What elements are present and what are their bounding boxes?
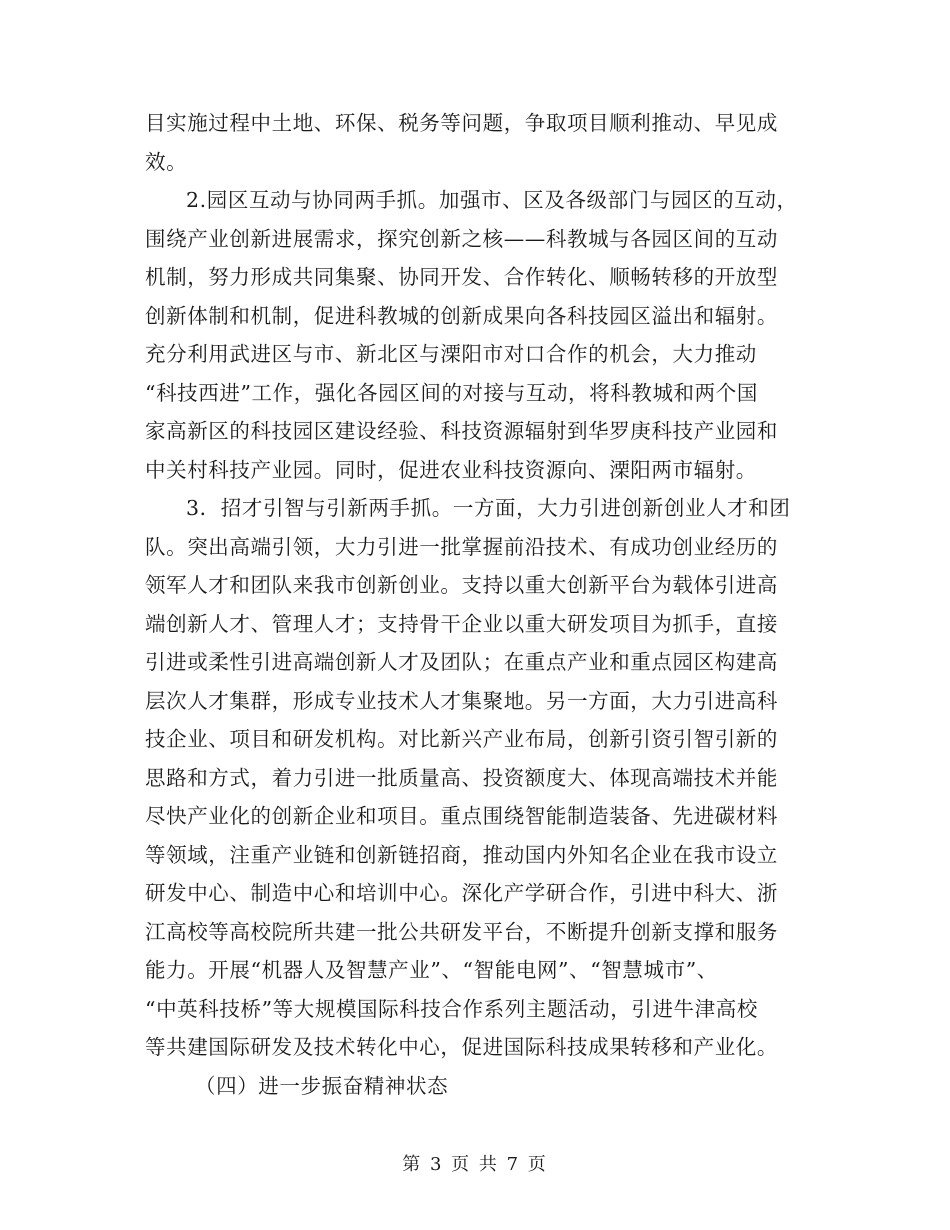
text-line: 等共建国际研发及技术转化中心，促进国际科技成果转移和产业化。 xyxy=(145,1035,778,1059)
section-heading: （四）进一步振奋精神状态 xyxy=(195,1073,449,1098)
text-line: 领军人才和团队来我市创新创业。支持以重大创新平台为载体引进高 xyxy=(145,573,778,597)
text-line: 端创新人才、管理人才；支持骨干企业以重大研发项目为抓手，直接 xyxy=(145,611,778,636)
text-line: 中关村科技产业园。同时，促进农业科技资源向、溧阳两市辐射。 xyxy=(145,457,757,482)
text-line: 充分利用武进区与市、新北区与溧阳市对口合作的机会，大力推动 xyxy=(145,342,757,366)
text-line: “科技西进”工作，强化各园区间的对接与互动，将科教城和两个国 xyxy=(145,380,758,405)
text-line: 等领域，注重产业链和创新链招商，推动国内外知名企业在我市设立 xyxy=(145,842,778,867)
text-line: “中英科技桥”等大规模国际科技合作系列主题活动，引进牛津高校 xyxy=(145,996,758,1021)
text-line: 尽快产业化的创新企业和项目。重点围绕智能制造装备、先进碳材料 xyxy=(145,804,778,828)
text-line: 层次人才集群，形成专业技术人才集聚地。另一方面，大力引进高科 xyxy=(145,688,778,713)
text-line: 围绕产业创新进展需求，探究创新之核——科教城与各园区间的互动 xyxy=(145,226,778,251)
text-line: 3．招才引智与引新两手抓。一方面，大力引进创新创业人才和团 xyxy=(186,496,791,520)
text-line: 家高新区的科技园区建设经验、科技资源辐射到华罗庚科技产业园和 xyxy=(145,419,778,443)
text-line: 机制，努力形成共同集聚、协同开发、合作转化、顺畅转移的开放型 xyxy=(145,265,778,289)
text-line: 2.园区互动与协同两手抓。加强市、区及各级部门与园区的互动， xyxy=(186,188,798,212)
text-line: 创新体制和机制，促进科教城的创新成果向各科技园区溢出和辐射。 xyxy=(145,303,778,328)
text-line: 能力。开展“机器人及智慧产业”、“智能电网”、“智慧城市”、 xyxy=(145,958,718,982)
text-line: 技企业、项目和研发机构。对比新兴产业布局，创新引资引智引新的 xyxy=(145,727,778,751)
text-line: 研发中心、制造中心和培训中心。深化产学研合作，引进中科大、浙 xyxy=(145,881,778,905)
text-line: 队。突出高端引领，大力引进一批掌握前沿技术、有成功创业经历的 xyxy=(145,534,778,559)
text-line: 引进或柔性引进高端创新人才及团队；在重点产业和重点园区构建高 xyxy=(145,650,778,674)
text-line: 思路和方式，着力引进一批质量高、投资额度大、体现高端技术并能 xyxy=(145,765,778,790)
page-number-footer: 第 3 页 共 7 页 xyxy=(402,1154,548,1175)
text-line: 目实施过程中土地、环保、税务等问题，争取项目顺利推动、早见成 xyxy=(145,111,778,135)
text-line: 效。 xyxy=(145,149,188,174)
text-line: 江高校等高校院所共建一批公共研发平台，不断提升创新支撑和服务 xyxy=(145,919,778,944)
body-text xyxy=(145,104,815,1105)
